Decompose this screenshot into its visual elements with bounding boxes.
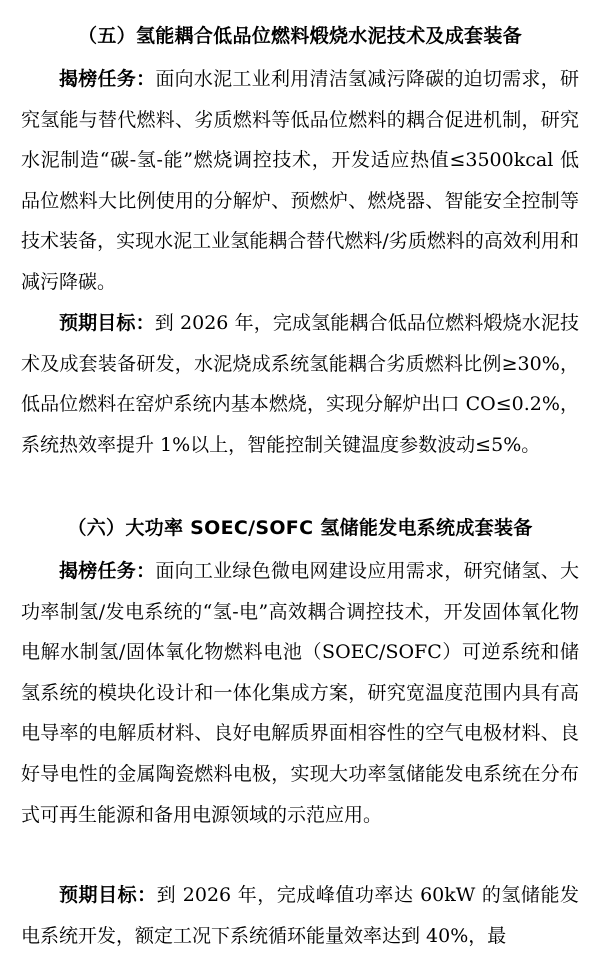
goal-label: 预期目标： <box>59 312 155 334</box>
section-6-task-paragraph <box>21 551 579 875</box>
document-page <box>21 14 579 956</box>
section-5-goal-paragraph <box>21 303 579 506</box>
section-5-task-paragraph <box>21 59 579 303</box>
goal-text: 到 2026 年，完成峰值功率达 60kW 的氢储能发电系统开发，额定工况下系统循环能量效率达到 40%，最 <box>21 884 579 947</box>
task-label: 揭榜任务： <box>59 560 156 582</box>
task-label: 揭榜任务： <box>59 68 156 90</box>
task-text: 面向水泥工业利用清洁氢减污降碳的迫切需求，研究氢能与替代燃料、劣质燃料等低品位燃料的耦合促进机制，研究水泥制造“碳-氢-能”燃烧调控技术，开发适应热值≤3500kcal 低品位燃料大比例使用的分解炉、预燃炉、燃烧器、智能安全控制等技术装备，实现水泥工业氢能耦合替代燃料/劣质燃料的高效利用和减污降碳。 <box>21 68 579 293</box>
section-6-heading: （六）大功率 SOEC/SOFC 氢储能发电系统成套装备 <box>67 517 533 539</box>
goal-label: 预期目标： <box>59 884 157 906</box>
section-5-heading: （五）氢能耦合低品位燃料煅烧水泥技术及成套装备 <box>78 25 522 47</box>
task-text: 面向工业绿色微电网建设应用需求，研究储氢、大功率制氢/发电系统的“氢-电”高效耦合调控技术，开发固体氧化物电解水制氢/固体氧化物燃料电池（SOEC/SOFC）可逆系统和储氢系统的模块化设计和一体化集成方案，研究宽温度范围内具有高电导率的电解质材料、良好电解质界面相容性的空气电极材料、良好导电性的金属陶瓷燃料电极，实现大功率氢储能发电系统在分布式可再生能源和备用电源领域的示范应用。 <box>21 560 579 826</box>
goal-text: 到 2026 年，完成氢能耦合低品位燃料煅烧水泥技术及成套装备研发，水泥烧成系统氢能耦合劣质燃料比例≥30%，低品位燃料在窑炉系统内基本燃烧，实现分解炉出口 CO≤0.2%，系统热效率提升 1%以上，智能控制关键温度参数波动≤5%。 <box>21 312 579 456</box>
section-6-goal-paragraph <box>21 875 579 956</box>
